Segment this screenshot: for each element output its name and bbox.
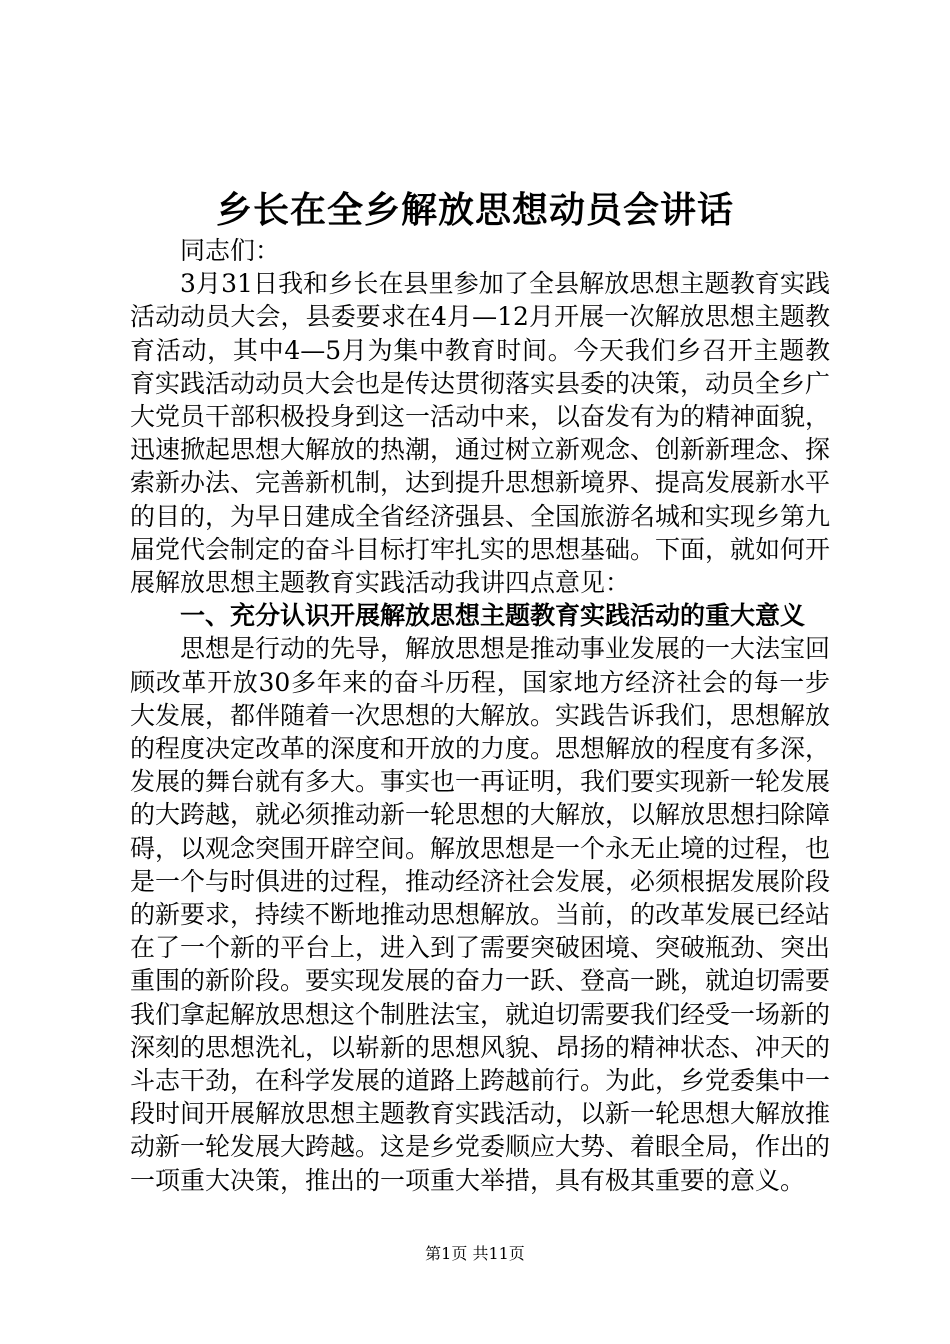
document-body: [130, 234, 830, 1197]
salutation: 同志们：: [180, 236, 281, 265]
section-paragraph: 思想是行动的先导，解放思想是推动事业发展的一大法宝回顾改革开放30多年来的奋斗历程，国家地方经济社会的每一步大发展，都伴随着一次思想的大解放。实践告诉我们，思想解放的程度决定改革的深度和开放的力度。思想解放的程度有多深，发展的舞台就有多大。事实也一再证明，我们要实现新一轮发展的大跨越，就必须推动新一轮思想的大解放，以解放思想扫除障碍，以观念突围开辟空间。解放思想是一个永无止境的过程，也是一个与时俱进的过程，推动经济社会发展，必须根据发展阶段的新要求，持续不断地推动思想解放。当前，的改革发展已经站在了一个新的平台上，进入到了需要突破困境、突破瓶劲、突出重围的新阶段。要实现发展的奋力一跃、登高一跳，就迫切需要我们拿起解放思想这个制胜法宝，就迫切需要我们经受一场新的深刻的思想洗礼，以崭新的思想风貌、昂扬的精神状态、冲天的斗志干劲，在科学发展的道路上跨越前行。为此，乡党委集中一段时间开展解放思想主题教育实践活动，以新一轮思想大解放推动新一轮发展大跨越。这是乡党委顺应大势、着眼全局，作出的一项重大决策，推出的一项重大举措，具有极其重要的意义。: [130, 634, 831, 1195]
intro-paragraph: 3月31日我和乡长在县里参加了全县解放思想主题教育实践活动动员大会，县委要求在4月—12月开展一次解放思想主题教育活动，其中4—5月为集中教育时间。今天我们乡召开主题教育实践活动动员大会也是传达贯彻落实县委的决策，动员全乡广大党员干部积极投身到这一活动中来，以奋发有为的精神面貌，迅速掀起思想大解放的热潮，通过树立新观念、创新新理念、探索新办法、完善新机制，达到提升思想新境界、提高发展新水平的目的，为早日建成全省经济强县、全国旅游名城和实现乡第九届党代会制定的奋斗目标打牢扎实的思想基础。下面，就如何开展解放思想主题教育实践活动我讲四点意见：: [130, 269, 831, 598]
section-heading: 一、充分认识开展解放思想主题教育实践活动的重大意义: [180, 601, 806, 631]
page-footer: 第1页 共11页: [425, 1244, 525, 1263]
document-title: 乡长在全乡解放思想动员会讲话: [215, 189, 734, 231]
